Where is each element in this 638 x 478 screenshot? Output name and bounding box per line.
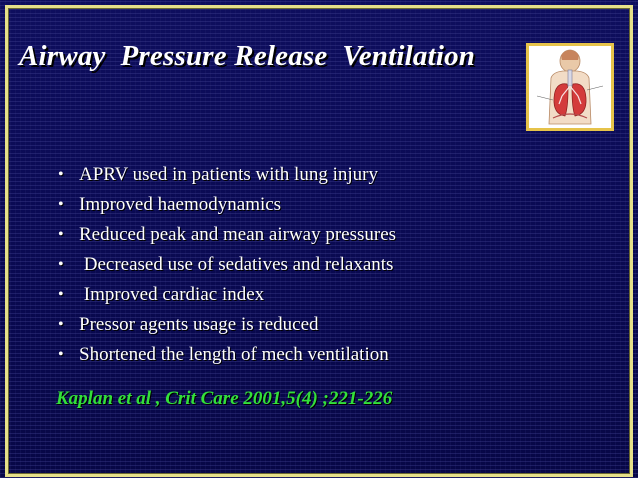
bullet-icon: •: [58, 196, 64, 213]
slide-title: Airway Pressure Release Ventilation: [19, 40, 476, 72]
bullet-text: Reduced peak and mean airway pressures: [79, 224, 397, 245]
bullet-list: [56, 162, 396, 372]
citation: Kaplan et al , Crit Care 2001,5(4) ;221-226: [56, 388, 393, 409]
bullet-text: Improved haemodynamics: [79, 194, 282, 215]
bullet-text: APRV used in patients with lung injury: [79, 164, 378, 185]
bullet-icon: •: [58, 286, 64, 303]
list-item: [56, 282, 396, 307]
bullet-icon: •: [58, 166, 64, 183]
bullet-icon: •: [58, 226, 64, 243]
bullet-text: Shortened the length of mech ventilation: [79, 344, 389, 365]
respiratory-system-illustration: [529, 46, 611, 128]
bullet-text: Improved cardiac index: [79, 284, 265, 305]
list-item: [56, 192, 396, 217]
bullet-text: Pressor agents usage is reduced: [79, 314, 319, 335]
list-item: [56, 342, 396, 367]
list-item: [56, 252, 396, 277]
bullet-icon: •: [58, 316, 64, 333]
list-item: [56, 162, 396, 187]
list-item: [56, 222, 396, 247]
list-item: [56, 312, 396, 337]
bullet-icon: •: [58, 346, 64, 363]
bullet-text: Decreased use of sedatives and relaxants: [79, 254, 394, 275]
bullet-icon: •: [58, 256, 64, 273]
respiratory-system-icon: [526, 43, 614, 131]
